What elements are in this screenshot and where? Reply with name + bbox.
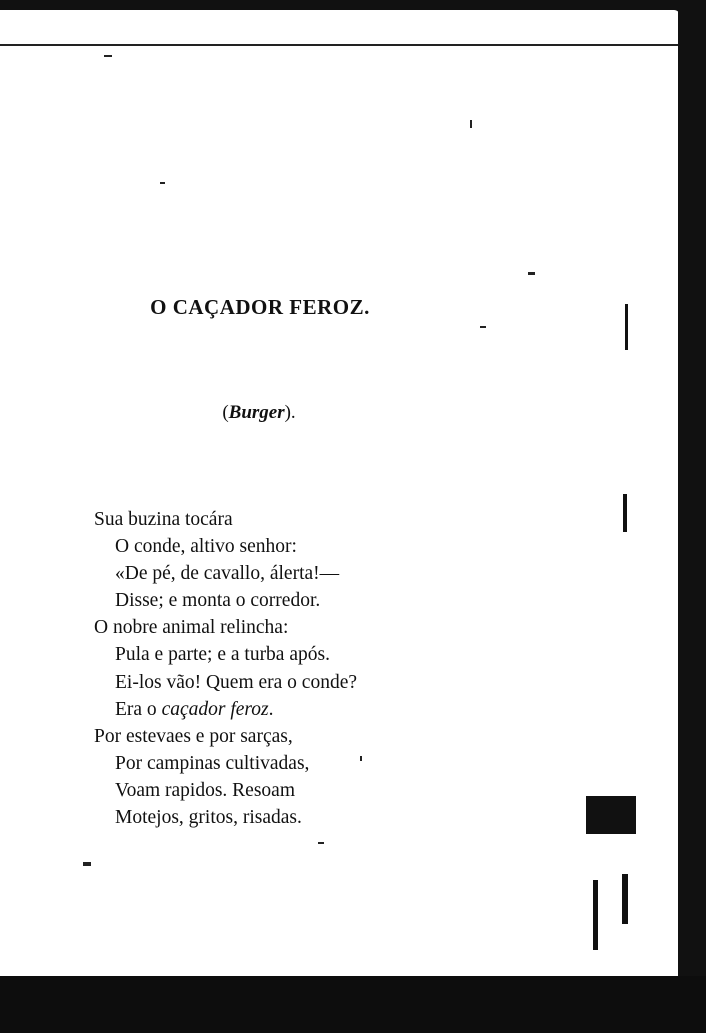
poem-line: Voam rapidos. Resoam	[115, 779, 295, 801]
poem-body	[94, 506, 357, 831]
poem-line-end: .	[268, 698, 274, 720]
attribution-close: ).	[284, 402, 296, 423]
author-name: Burger	[228, 402, 285, 423]
poem-line: Ei-los vão! Quem era o conde?	[115, 671, 358, 693]
margin-mark	[593, 880, 598, 950]
poem-line: O conde, altivo senhor:	[115, 536, 297, 558]
margin-mark	[625, 304, 628, 350]
poem-line: O nobre animal relincha:	[94, 617, 289, 639]
poem-line: «De pé, de cavallo, álerta!—	[115, 563, 340, 585]
attribution-open: (	[222, 402, 229, 423]
margin-mark	[586, 796, 636, 834]
top-rule	[0, 44, 680, 46]
poem-title: O CAÇADOR FEROZ.	[150, 295, 370, 319]
attribution	[0, 402, 518, 424]
poem-line: Sua buzina tocára	[94, 509, 233, 530]
poem-line-italic: caçador feroz	[161, 698, 269, 720]
scan-speck	[160, 182, 165, 184]
scan-speck	[480, 326, 486, 328]
scan-speck	[470, 120, 472, 128]
poem-line	[94, 696, 357, 723]
scan-speck	[528, 272, 535, 275]
poem-line: Disse; e monta o corredor.	[115, 590, 321, 612]
book-page	[0, 10, 680, 978]
poem-line: Pula e parte; e a turba após.	[115, 644, 330, 666]
scan-bottom-edge	[0, 976, 706, 1033]
scan-speck	[318, 842, 324, 844]
scan-right-edge	[678, 0, 706, 1033]
poem-line: Motejos, gritos, risadas.	[115, 807, 302, 829]
margin-mark	[623, 494, 627, 532]
scan-speck	[104, 55, 112, 57]
margin-mark	[622, 874, 628, 924]
scan-speck	[360, 756, 362, 761]
poem-line-start: Era o	[115, 698, 162, 720]
poem-line: Por campinas cultivadas,	[115, 752, 310, 774]
poem-line: Por estevaes e por sarças,	[94, 725, 293, 747]
scan-speck	[83, 862, 91, 866]
